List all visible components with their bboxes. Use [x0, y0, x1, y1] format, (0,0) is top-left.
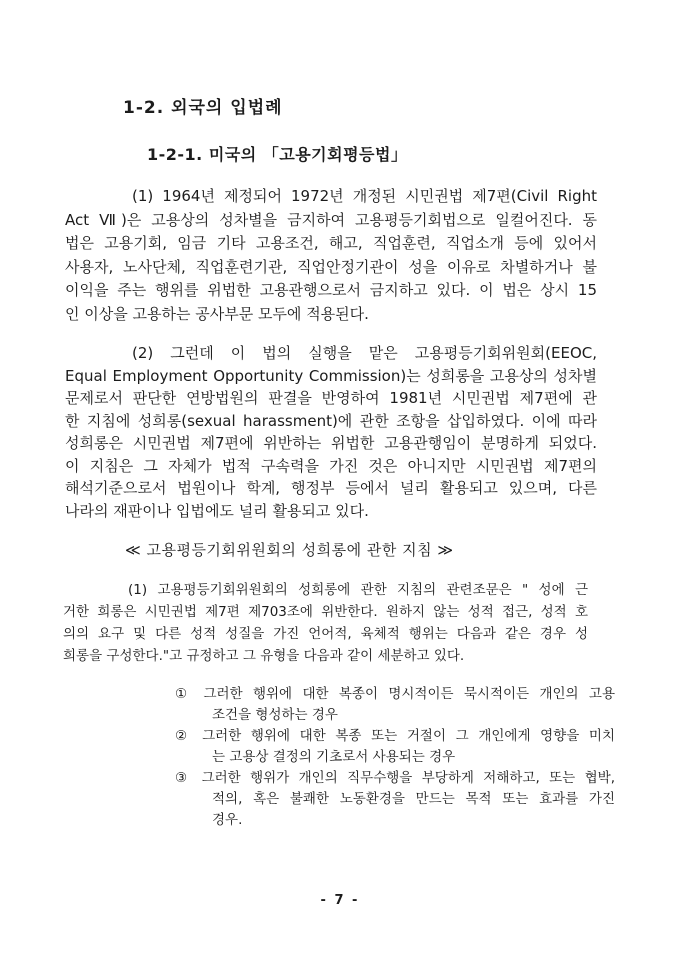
text-line: (1) 1964년 제정되어 1972년 개정된 시민권법 제7편(Civil Right [132, 187, 597, 205]
subsection-heading: 1-2-1. 미국의 「고용기회평등법」 [147, 145, 408, 164]
guideline-box-heading: ≪ 고용평등기회위원회의 성희롱에 관한 지침 ≫ [125, 541, 454, 559]
text-line: Act Ⅶ)은 고용상의 성차별을 금지하여 고용평등기회법으로 일컬어진다. 동 [65, 210, 597, 229]
text-line: 성희롱은 시민권법 제7편에 위반하는 위법한 고용관행임이 분명하게 되었다. [65, 434, 597, 452]
page-number: - 7 - [320, 893, 360, 908]
guideline-item [175, 726, 615, 768]
text-line: 거한 희롱은 시민권법 제7편 제703조에 위반한다. 원하지 않는 성적 접근, 성적 호 [63, 604, 588, 620]
text-line: ① 그러한 행위에 대한 복종이 명시적이든 묵시적이든 개인의 고용 [175, 686, 615, 702]
text-line: 한 지침에 성희롱(sexual harassment)에 관한 조항을 삽입하였다. 이에 따라 [65, 411, 597, 430]
text-line: ② 그러한 행위에 대한 복종 또는 거절이 그 개인에게 영향을 미치 [175, 728, 615, 744]
text-line: Equal Employment Opportunity Commission)는 성희롱을 고용상의 성차별 [65, 366, 597, 385]
text-line: 조건을 형성하는 경우 [212, 707, 338, 723]
text-line: 적의, 혹은 불쾌한 노동환경을 만드는 목적 또는 효과를 가진 [212, 791, 615, 807]
text-line: 인 이상을 고용하는 공사부문 모두에 적용된다. [65, 304, 369, 323]
text-line: 법은 고용기회, 임금 기타 고용조건, 해고, 직업훈련, 직업소개 등에 있어서 [65, 234, 597, 252]
text-line: 는 고용상 결정의 기초로서 사용되는 경우 [212, 749, 456, 765]
text-line: 문제로서 판단한 연방법원의 판결을 반영하여 1981년 시민권법 제7편에 관 [65, 389, 597, 407]
paragraph-guideline-provision [63, 579, 588, 667]
text-line: 희롱을 구성한다."고 규정하고 그 유형을 다음과 같이 세분하고 있다. [63, 648, 465, 664]
text-line: 이익을 주는 행위를 위법한 고용관행으로서 금지하고 있다. 이 법은 상시 15 [65, 281, 597, 299]
text-line: 나라의 재판이나 입법에도 널리 활용되고 있다. [65, 501, 369, 520]
text-line: (1) 고용평등기회위원회의 성희롱에 관한 지침의 관련조문은 " 성에 근 [128, 582, 588, 598]
text-line: 사용자, 노사단체, 직업훈련기관, 직업안정기관이 성을 이유로 차별하거나 불 [65, 257, 597, 276]
guideline-item [175, 684, 615, 726]
guideline-item [175, 768, 615, 831]
text-line: 의의 요구 및 다른 성적 성질을 가진 언어적, 육체적 행위는 다음과 같은 경우 성 [63, 626, 588, 642]
paragraph-civil-rights-act [65, 185, 597, 326]
section-heading: 1-2. 외국의 입법례 [123, 98, 283, 118]
text-line: (2) 그런데 이 법의 실행을 맡은 고용평등기회위원회(EEOC, [132, 344, 597, 362]
paragraph-eeoc-guideline [65, 342, 597, 522]
text-line: 이 지침은 그 자체가 법적 구속력을 가진 것은 아니지만 시민권법 제7편의 [65, 456, 597, 475]
text-line: 해석기준으로서 법원이나 학계, 행정부 등에서 널리 활용되고 있으며, 다른 [65, 479, 597, 497]
text-line: 경우. [212, 812, 243, 828]
guideline-type-list [175, 684, 615, 831]
text-line: ③ 그러한 행위가 개인의 직무수행을 부당하게 저해하고, 또는 협박, [175, 770, 615, 786]
